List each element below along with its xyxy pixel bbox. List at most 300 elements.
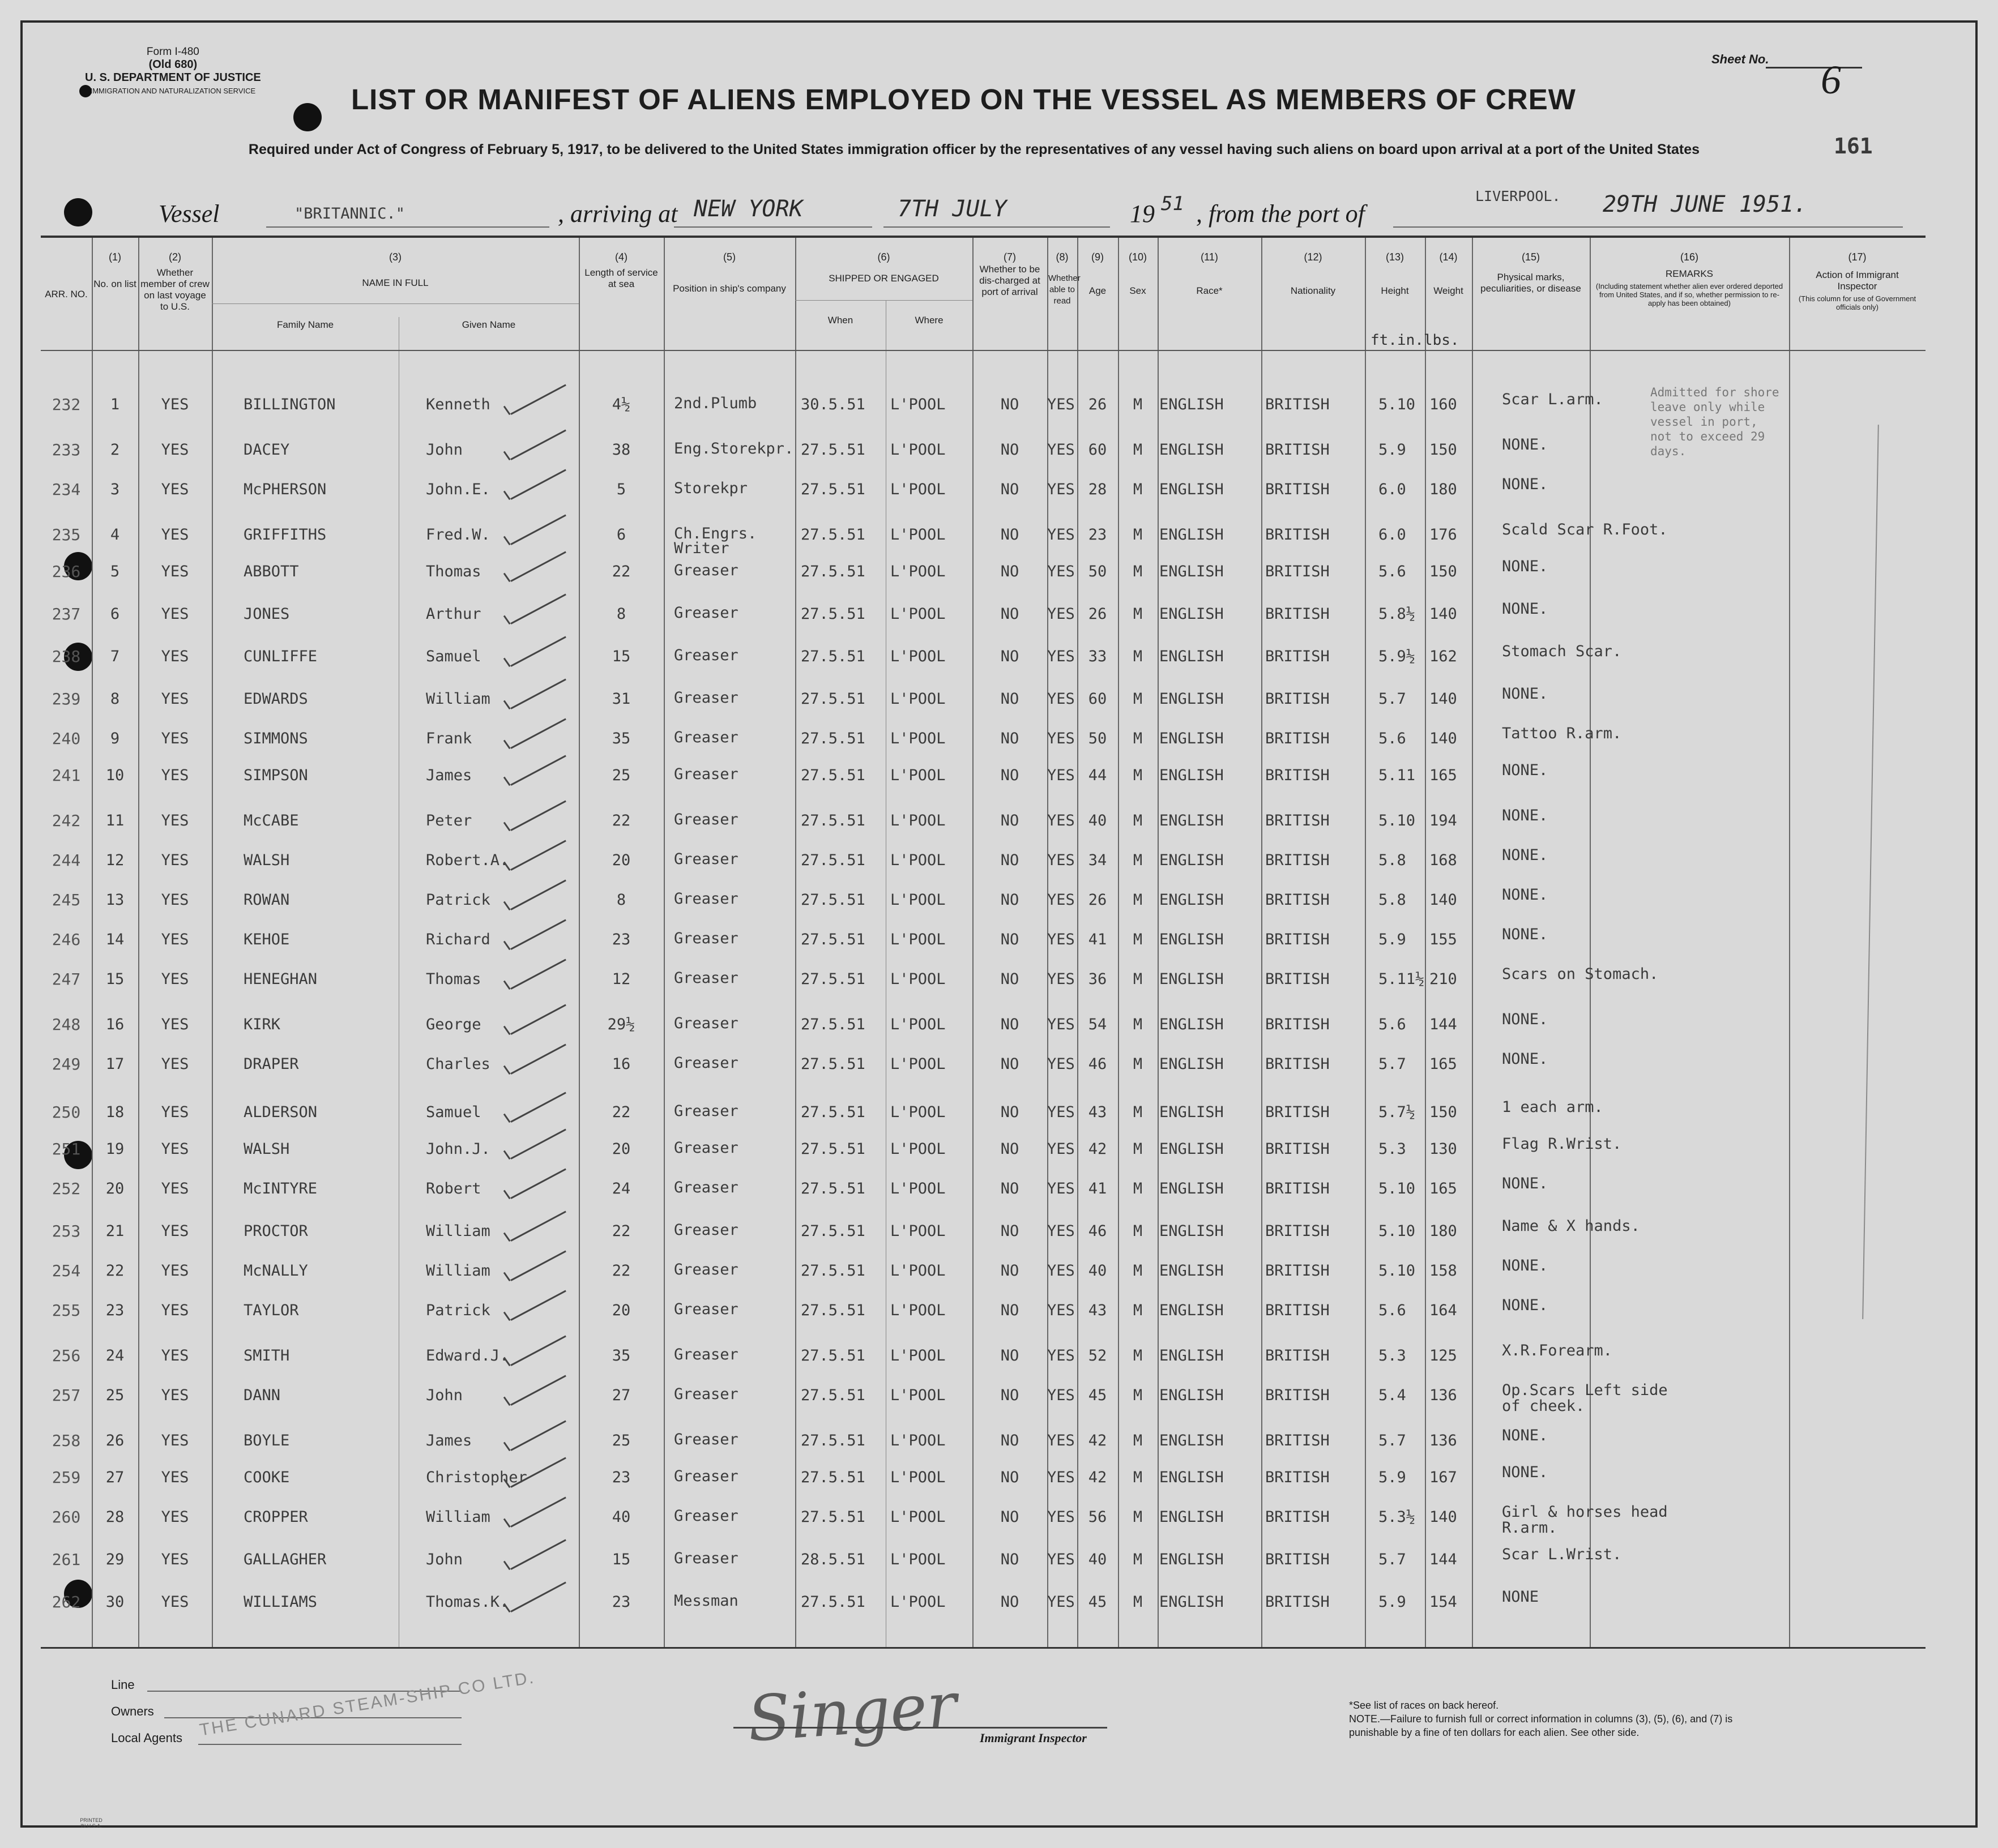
discharged-cell: NO	[1000, 1347, 1019, 1364]
weight-cell: 164	[1429, 1302, 1457, 1319]
agents-label: Local Agents	[111, 1731, 182, 1745]
position-cell: Greaser	[674, 1102, 738, 1120]
arr-no-cell: 253	[52, 1222, 81, 1240]
arr-no-cell: 251	[52, 1140, 81, 1158]
height-cell: 6.0	[1378, 526, 1406, 544]
member-cell: YES	[161, 1551, 189, 1568]
remarks-cell: Admitted for shore leave only while vessel in port, not to exceed 29 days.	[1650, 386, 1779, 458]
physical-marks-cell: Tattoo R.arm.	[1502, 725, 1622, 742]
sex-cell: M	[1133, 690, 1143, 708]
position-cell: Greaser	[674, 1179, 738, 1196]
service-cell: 6	[616, 526, 626, 544]
shipped-where-cell: L'POOL	[890, 526, 946, 544]
arr-no-cell: 262	[52, 1593, 81, 1611]
list-no-cell: 10	[105, 767, 125, 784]
vessel-label: Vessel	[159, 200, 220, 228]
physical-marks-cell: Scar L.arm.	[1502, 391, 1603, 408]
able-read-cell: YES	[1047, 1103, 1075, 1121]
shipped-where-cell: L'POOL	[890, 1551, 946, 1568]
height-cell: 5.10	[1378, 812, 1416, 829]
family-name-cell: KEHOE	[244, 931, 290, 948]
able-read-cell: YES	[1047, 970, 1075, 988]
shipped-when-cell: 28.5.51	[801, 1551, 865, 1568]
sex-cell: M	[1133, 396, 1143, 413]
sex-cell: M	[1133, 891, 1143, 909]
service-name: IMMIGRATION AND NATURALIZATION SERVICE	[90, 87, 256, 95]
table-row	[41, 1342, 1926, 1386]
shipped-header: SHIPPED OR ENGAGED	[829, 273, 939, 284]
arrival-date: 7TH JULY	[898, 196, 1007, 222]
shipped-where-cell: L'POOL	[890, 481, 946, 498]
nationality-cell: BRITISH	[1265, 812, 1330, 829]
shipped-when-cell: 27.5.51	[801, 526, 865, 544]
age-cell: 42	[1088, 1140, 1107, 1158]
race-cell: ENGLISH	[1159, 481, 1224, 498]
discharged-cell: NO	[1000, 1222, 1019, 1240]
position-cell: Eng.Storekpr.	[674, 440, 794, 457]
weight-cell: 140	[1429, 690, 1457, 708]
table-row	[41, 807, 1926, 851]
weight-cell: 150	[1429, 1103, 1457, 1121]
sex-cell: M	[1133, 767, 1143, 784]
race-cell: ENGLISH	[1159, 1055, 1224, 1073]
age-cell: 26	[1088, 605, 1107, 623]
nationality-cell: BRITISH	[1265, 1222, 1330, 1240]
member-cell: YES	[161, 1432, 189, 1449]
service-cell: 20	[612, 1140, 631, 1158]
remarks-note: (Including statement whether alien ever ordered deported from United States, and if so, whether permission to re-apply has been obtained)	[1595, 282, 1783, 307]
shipped-when-cell: 27.5.51	[801, 852, 865, 869]
list-no-header: No. on list	[93, 279, 136, 289]
discharged-cell: NO	[1000, 1103, 1019, 1121]
shipped-when-cell: 27.5.51	[801, 1469, 865, 1486]
member-cell: YES	[161, 1222, 189, 1240]
nationality-cell: BRITISH	[1265, 1055, 1330, 1073]
arr-no-cell: 238	[52, 647, 81, 666]
physical-marks-cell: Scald Scar R.Foot.	[1502, 521, 1668, 538]
table-row	[41, 1297, 1926, 1341]
discharged-cell: NO	[1000, 931, 1019, 948]
nationality-cell: BRITISH	[1265, 1432, 1330, 1449]
shipped-when-cell: 27.5.51	[801, 648, 865, 665]
list-no-cell: 27	[105, 1469, 125, 1486]
weight-cell: 150	[1429, 441, 1457, 459]
weight-cell: 160	[1429, 396, 1457, 413]
family-name-cell: COOKE	[244, 1469, 290, 1486]
race-cell: ENGLISH	[1159, 891, 1224, 909]
from-port-label: , from the port of	[1196, 200, 1365, 228]
col-number-3: (3)	[389, 251, 402, 263]
age-cell: 40	[1088, 812, 1107, 829]
table-row	[41, 1175, 1926, 1219]
nationality-cell: BRITISH	[1265, 526, 1330, 544]
list-no-cell: 20	[105, 1180, 125, 1197]
col-number-1: (1)	[109, 251, 121, 263]
arr-no-cell: 257	[52, 1386, 81, 1405]
physical-marks-cell: NONE.	[1502, 436, 1548, 454]
service-cell: 12	[612, 970, 631, 988]
position-cell: Messman	[674, 1592, 738, 1610]
signature-line	[733, 1727, 1107, 1729]
position-cell: Greaser	[674, 1431, 738, 1448]
position-cell: Greaser	[674, 1507, 738, 1525]
given-name-cell: Charles	[426, 1055, 490, 1073]
sex-cell: M	[1133, 526, 1143, 544]
able-read-cell: YES	[1047, 396, 1075, 413]
age-cell: 36	[1088, 970, 1107, 988]
race-cell: ENGLISH	[1159, 648, 1224, 665]
sheet-underline	[1766, 67, 1862, 69]
service-cell: 22	[612, 812, 631, 829]
race-cell: ENGLISH	[1159, 1302, 1224, 1319]
race-cell: ENGLISH	[1159, 563, 1224, 580]
weight-cell: 154	[1429, 1593, 1457, 1611]
remarks-header: REMARKS	[1665, 268, 1714, 279]
able-read-cell: YES	[1047, 1180, 1075, 1197]
race-cell: ENGLISH	[1159, 812, 1224, 829]
discharged-cell: NO	[1000, 970, 1019, 988]
shipped-where-cell: L'POOL	[890, 931, 946, 948]
sex-cell: M	[1133, 1469, 1143, 1486]
age-cell: 50	[1088, 563, 1107, 580]
list-no-cell: 30	[105, 1593, 125, 1611]
list-no-cell: 7	[110, 648, 120, 665]
family-name-cell: DACEY	[244, 441, 290, 459]
shipped-where-cell: L'POOL	[890, 1387, 946, 1404]
discharged-cell: NO	[1000, 1262, 1019, 1280]
list-no-cell: 4	[110, 526, 120, 544]
physical-marks-cell: NONE.	[1502, 1050, 1548, 1068]
shipped-where-cell: L'POOL	[890, 812, 946, 829]
page-title: LIST OR MANIFEST OF ALIENS EMPLOYED ON THE VESSEL AS MEMBERS OF CREW	[351, 83, 1576, 116]
family-name-cell: GRIFFITHS	[244, 526, 327, 544]
arr-no-cell: 244	[52, 851, 81, 870]
col-number-14: (14)	[1439, 251, 1458, 263]
shipped-when-cell: 27.5.51	[801, 1508, 865, 1526]
able-read-cell: YES	[1047, 1508, 1075, 1526]
able-read-cell: YES	[1047, 767, 1075, 784]
list-no-cell: 13	[105, 891, 125, 909]
shipped-when-cell: 27.5.51	[801, 1180, 865, 1197]
shipped-where-cell: L'POOL	[890, 891, 946, 909]
given-name-cell: Arthur	[426, 605, 481, 623]
able-read-cell: YES	[1047, 1387, 1075, 1404]
shipped-where-cell: L'POOL	[890, 1432, 946, 1449]
member-cell: YES	[161, 1469, 189, 1486]
weight-cell: 140	[1429, 730, 1457, 747]
table-row	[41, 886, 1926, 930]
family-name-cell: TAYLOR	[244, 1302, 299, 1319]
nationality-cell: BRITISH	[1265, 1302, 1330, 1319]
arr-no-cell: 249	[52, 1055, 81, 1073]
member-cell: YES	[161, 396, 189, 413]
col-number-5: (5)	[723, 251, 736, 263]
able-read-cell: YES	[1047, 852, 1075, 869]
age-cell: 34	[1088, 852, 1107, 869]
family-name-cell: ABBOTT	[244, 563, 299, 580]
age-cell: 33	[1088, 648, 1107, 665]
sex-cell: M	[1133, 1180, 1143, 1197]
age-cell: 50	[1088, 730, 1107, 747]
race-cell: ENGLISH	[1159, 1593, 1224, 1611]
sex-cell: M	[1133, 1347, 1143, 1364]
shipped-when-cell: 27.5.51	[801, 1140, 865, 1158]
given-name-cell: Peter	[426, 812, 472, 829]
arr-no-cell: 261	[52, 1550, 81, 1569]
service-cell: 25	[612, 1432, 631, 1449]
race-cell: ENGLISH	[1159, 1222, 1224, 1240]
service-cell: 4½	[612, 396, 631, 413]
shipped-when-cell: 27.5.51	[801, 690, 865, 708]
member-cell: YES	[161, 1302, 189, 1319]
list-no-cell: 12	[105, 852, 125, 869]
able-read-cell: YES	[1047, 1016, 1075, 1033]
table-row	[41, 1381, 1926, 1426]
age-cell: 26	[1088, 891, 1107, 909]
weight-cell: 210	[1429, 970, 1457, 988]
height-cell: 5.7	[1378, 1432, 1406, 1449]
race-cell: ENGLISH	[1159, 1432, 1224, 1449]
given-name-cell: Kenneth	[426, 396, 490, 413]
shipped-where-cell: L'POOL	[890, 1055, 946, 1073]
given-name-cell: William	[426, 1262, 490, 1280]
sex-cell: M	[1133, 563, 1143, 580]
weight-cell: 165	[1429, 767, 1457, 784]
nationality-cell: BRITISH	[1265, 891, 1330, 909]
able-read-cell: YES	[1047, 690, 1075, 708]
given-name-cell: James	[426, 1432, 472, 1449]
position-cell: Greaser	[674, 729, 738, 746]
physical-marks-cell: NONE.	[1502, 1464, 1548, 1481]
shipped-where-cell: L'POOL	[890, 1262, 946, 1280]
family-name-cell: ROWAN	[244, 891, 290, 909]
shipped-where-cell: L'POOL	[890, 852, 946, 869]
arr-no-cell: 255	[52, 1301, 81, 1320]
discharged-cell: NO	[1000, 648, 1019, 665]
physical-marks-cell: NONE.	[1502, 1297, 1548, 1314]
nationality-cell: BRITISH	[1265, 931, 1330, 948]
able-read-cell: YES	[1047, 605, 1075, 623]
weight-cell: 180	[1429, 1222, 1457, 1240]
age-cell: 40	[1088, 1551, 1107, 1568]
able-read-cell: YES	[1047, 1593, 1075, 1611]
given-name-cell: John.J.	[426, 1140, 490, 1158]
family-name-cell: SMITH	[244, 1347, 290, 1364]
physical-marks-cell: NONE.	[1502, 476, 1548, 493]
form-old-number: (Old 680)	[148, 58, 198, 71]
age-cell: 26	[1088, 396, 1107, 413]
height-cell: 5.11½	[1378, 970, 1425, 988]
family-name-cell: WALSH	[244, 1140, 290, 1158]
physical-marks-cell: NONE.	[1502, 762, 1548, 779]
col-number-2: (2)	[169, 251, 181, 263]
race-cell: ENGLISH	[1159, 1180, 1224, 1197]
arr-no-cell: 259	[52, 1468, 81, 1487]
member-cell: YES	[161, 605, 189, 623]
height-cell: 5.6	[1378, 730, 1406, 747]
sheet-number: 6	[1821, 57, 1841, 102]
year-value: 51	[1161, 192, 1184, 215]
arr-no-cell: 252	[52, 1179, 81, 1198]
family-name-cell: McNALLY	[244, 1262, 308, 1280]
height-cell: 5.8½	[1378, 605, 1416, 623]
height-cell: 5.7	[1378, 690, 1406, 708]
family-name-cell: DANN	[244, 1387, 281, 1404]
list-no-cell: 17	[105, 1055, 125, 1073]
shipped-where-cell: L'POOL	[890, 1508, 946, 1526]
sex-cell: M	[1133, 1551, 1143, 1568]
discharged-cell: NO	[1000, 730, 1019, 747]
col-number-10: (10)	[1128, 251, 1147, 263]
binding-hole	[293, 103, 322, 131]
table-row	[41, 1588, 1926, 1632]
physical-marks-cell: NONE.	[1502, 846, 1548, 864]
sex-cell: M	[1133, 812, 1143, 829]
sex-cell: M	[1133, 1103, 1143, 1121]
discharged-cell: NO	[1000, 852, 1019, 869]
service-cell: 5	[616, 481, 626, 498]
service-cell: 22	[612, 1103, 631, 1121]
table-row	[41, 1257, 1926, 1301]
list-no-cell: 6	[110, 605, 120, 623]
height-cell: 5.8	[1378, 852, 1406, 869]
nationality-cell: BRITISH	[1265, 1508, 1330, 1526]
physical-marks-cell: NONE.	[1502, 558, 1548, 575]
table-row	[41, 1503, 1926, 1547]
member-cell: YES	[161, 1347, 189, 1364]
able-read-cell: YES	[1047, 481, 1075, 498]
position-cell: Greaser	[674, 1550, 738, 1567]
printer-mark: PRINTED IN U.S.A.	[80, 1817, 103, 1829]
position-cell: Greaser	[674, 930, 738, 947]
table-row	[41, 1546, 1926, 1590]
physical-header: Physical marks, peculiarities, or disease	[1480, 272, 1581, 294]
age-cell: 45	[1088, 1387, 1107, 1404]
discharged-cell: NO	[1000, 1016, 1019, 1033]
family-name-cell: BILLINGTON	[244, 396, 336, 413]
given-name-cell: John	[426, 1387, 463, 1404]
physical-marks-cell: NONE.	[1502, 685, 1548, 703]
position-cell: Greaser	[674, 1385, 738, 1403]
shipped-where-cell: L'POOL	[890, 1469, 946, 1486]
race-cell: ENGLISH	[1159, 1508, 1224, 1526]
able-read-cell: YES	[1047, 526, 1075, 544]
age-cell: 43	[1088, 1103, 1107, 1121]
given-name-cell: Thomas	[426, 970, 481, 988]
position-cell: Greaser	[674, 1139, 738, 1157]
height-cell: 5.10	[1378, 1262, 1416, 1280]
sex-cell: M	[1133, 970, 1143, 988]
shipped-when-cell: 27.5.51	[801, 441, 865, 459]
sex-cell: M	[1133, 1593, 1143, 1611]
table-row	[41, 685, 1926, 729]
height-cell: 5.7	[1378, 1055, 1406, 1073]
service-cell: 27	[612, 1387, 631, 1404]
family-name-cell: EDWARDS	[244, 690, 308, 708]
sex-cell: M	[1133, 730, 1143, 747]
member-cell: YES	[161, 1387, 189, 1404]
age-cell: 54	[1088, 1016, 1107, 1033]
service-cell: 35	[612, 730, 631, 747]
table-row	[41, 965, 1926, 1009]
discharged-cell: NO	[1000, 767, 1019, 784]
physical-marks-cell: NONE.	[1502, 1427, 1548, 1444]
service-cell: 20	[612, 852, 631, 869]
position-cell: Greaser	[674, 1261, 738, 1278]
weight-cell: 167	[1429, 1469, 1457, 1486]
family-name-cell: JONES	[244, 605, 290, 623]
nationality-cell: BRITISH	[1265, 690, 1330, 708]
family-name-cell: ALDERSON	[244, 1103, 318, 1121]
family-name-cell: CROPPER	[244, 1508, 308, 1526]
shipped-when-cell: 27.5.51	[801, 1262, 865, 1280]
service-cell: 23	[612, 931, 631, 948]
given-name-cell: Robert.A.	[426, 852, 509, 869]
discharged-cell: NO	[1000, 1469, 1019, 1486]
able-read-cell: YES	[1047, 648, 1075, 665]
weight-cell: 144	[1429, 1016, 1457, 1033]
arr-no-cell: 242	[52, 811, 81, 830]
list-no-cell: 25	[105, 1387, 125, 1404]
binding-hole	[64, 198, 92, 226]
service-cell: 38	[612, 441, 631, 459]
service-cell: 16	[612, 1055, 631, 1073]
physical-marks-cell: NONE.	[1502, 926, 1548, 943]
physical-marks-cell: Name & X hands.	[1502, 1217, 1640, 1235]
discharged-cell: NO	[1000, 1302, 1019, 1319]
discharged-cell: NO	[1000, 1593, 1019, 1611]
member-cell: YES	[161, 1180, 189, 1197]
list-no-cell: 22	[105, 1262, 125, 1280]
sex-cell: M	[1133, 605, 1143, 623]
age-cell: 42	[1088, 1432, 1107, 1449]
col-number-13: (13)	[1385, 251, 1404, 263]
race-cell: ENGLISH	[1159, 526, 1224, 544]
member-cell: YES	[161, 767, 189, 784]
position-cell: Greaser	[674, 1054, 738, 1072]
arr-no-cell: 236	[52, 562, 81, 581]
age-header: Age	[1088, 285, 1107, 296]
race-cell: ENGLISH	[1159, 931, 1224, 948]
list-no-cell: 8	[110, 690, 120, 708]
discharged-cell: NO	[1000, 526, 1019, 544]
race-cell: ENGLISH	[1159, 690, 1224, 708]
discharged-cell: NO	[1000, 605, 1019, 623]
table-row	[41, 600, 1926, 644]
able-read-cell: YES	[1047, 1262, 1075, 1280]
from-underline	[1393, 226, 1903, 228]
position-cell: Greaser	[674, 562, 738, 579]
units-row: ft.in.lbs.	[1371, 332, 1459, 349]
inspector-label: Immigrant Inspector	[980, 1731, 1087, 1745]
member-cell: YES	[161, 970, 189, 988]
height-cell: 5.6	[1378, 1302, 1406, 1319]
col-number-8: (8)	[1056, 251, 1069, 263]
arr-no-cell: 233	[52, 440, 81, 459]
able-read-cell: YES	[1047, 1469, 1075, 1486]
physical-marks-cell: NONE.	[1502, 600, 1548, 618]
shipped-when-cell: 27.5.51	[801, 1387, 865, 1404]
sex-cell: M	[1133, 1222, 1143, 1240]
discharged-cell: NO	[1000, 481, 1019, 498]
list-no-cell: 1	[110, 396, 120, 413]
arr-no-cell: 245	[52, 891, 81, 909]
physical-marks-cell: Stomach Scar.	[1502, 643, 1622, 660]
member-cell: YES	[161, 1140, 189, 1158]
race-cell: ENGLISH	[1159, 730, 1224, 747]
age-cell: 41	[1088, 1180, 1107, 1197]
family-name-cell: McPHERSON	[244, 481, 327, 498]
